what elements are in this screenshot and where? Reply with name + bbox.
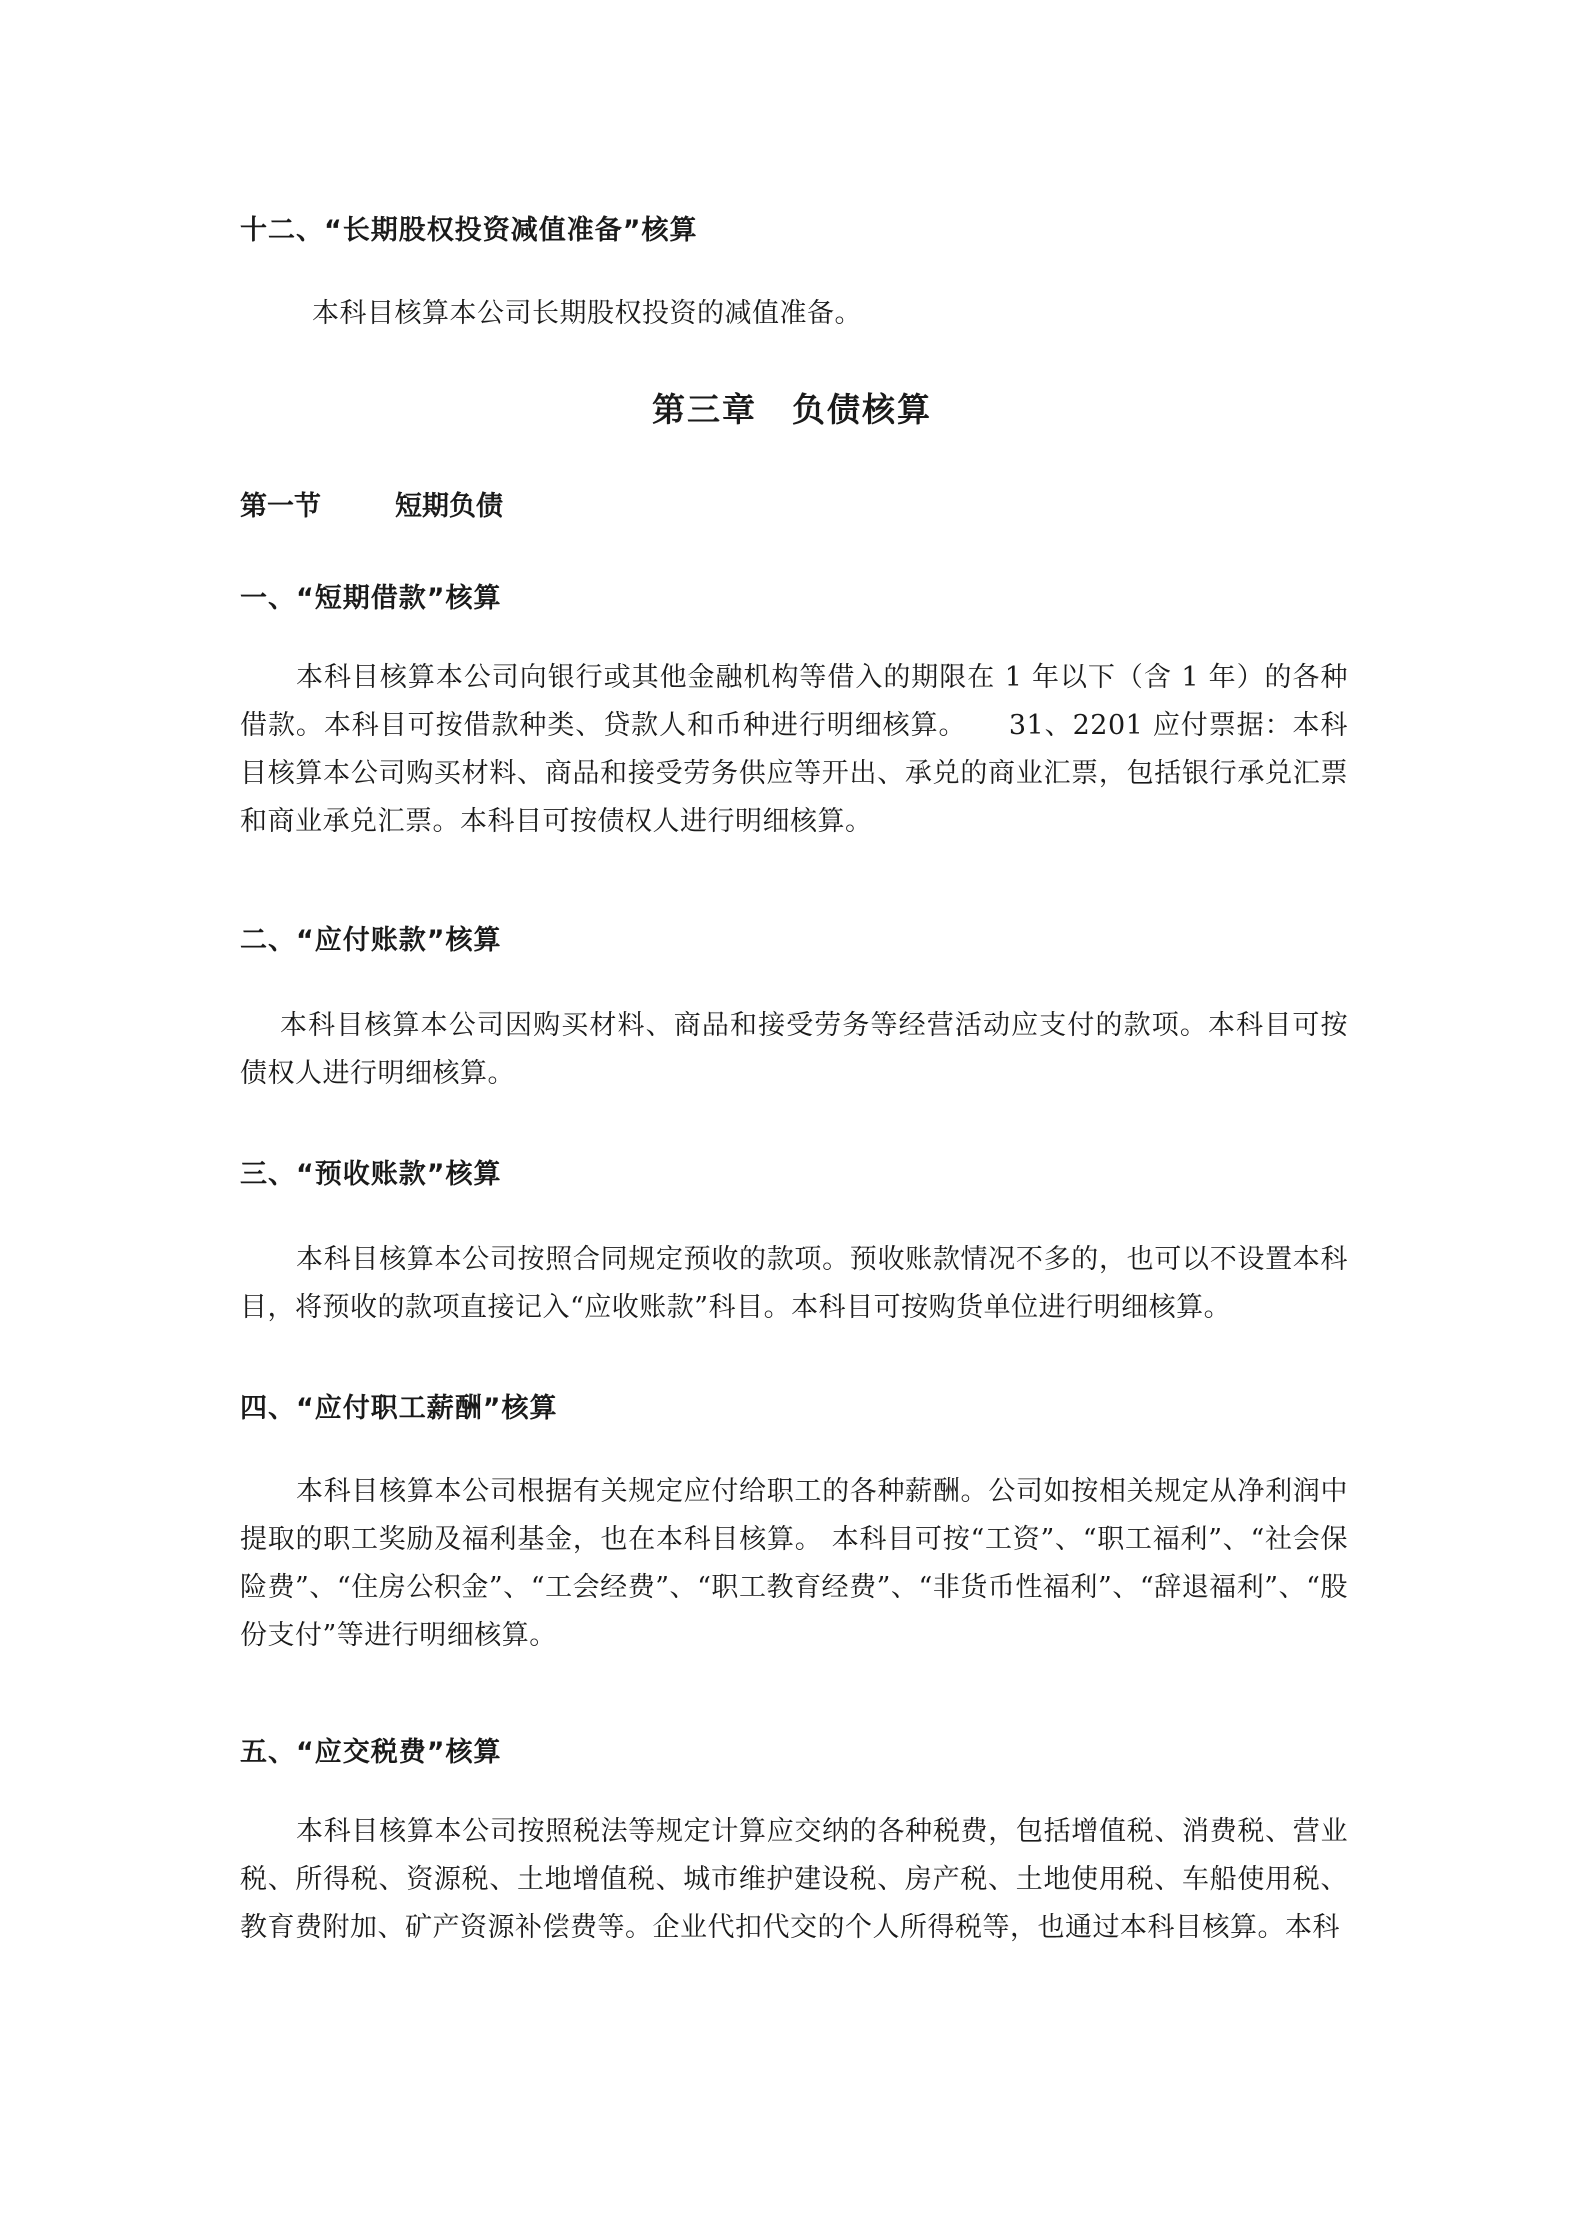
heading-employee-compensation: 四、“应付职工薪酬”核算 — [240, 1393, 558, 1424]
paragraph-advance-receipts: 本科目核算本公司按照合同规定预收的款项。预收账款情况不多的，也可以不设置本科目，将预收的款项直接记入“应收账款”科目。本科目可按购货单位进行明细核算。 — [240, 1244, 1348, 1323]
paragraph-short-term-loans: 本科目核算本公司向银行或其他金融机构等借入的期限在 1 年以下（含 1 年）的各种借款。本科目可按借款种类、贷款人和币种进行明细核算。 31、2201 应付票据：本科目核算本公司购买材料、商品和接受劳务供应等开出、承兑的商业汇票，包括银行承兑汇票和商业承兑汇票。本科目可按债权人进行明细核算。 — [240, 662, 1348, 837]
heading-advance-receipts: 三、“预收账款”核算 — [240, 1159, 502, 1190]
paragraph-taxes-payable: 本科目核算本公司按照税法等规定计算应交纳的各种税费，包括增值税、消费税、营业税、所得税、资源税、土地增值税、城市维护建设税、房产税、土地使用税、车船使用税、教育费附加、矿产资源补偿费等。企业代扣代交的个人所得税等，也通过本科目核算。本科 — [240, 1816, 1348, 1943]
paragraph-long-term-equity-impairment: 本科目核算本公司长期股权投资的减值准备。 — [312, 298, 862, 329]
heading-taxes-payable: 五、“应交税费”核算 — [240, 1737, 502, 1768]
paragraph-accounts-payable: 本科目核算本公司因购买材料、商品和接受劳务等经营活动应支付的款项。本科目可按债权人进行明细核算。 — [240, 1010, 1348, 1089]
chapter-title: 第三章 负债核算 — [652, 390, 932, 429]
heading-long-term-equity-impairment: 十二、“长期股权投资减值准备”核算 — [240, 215, 698, 246]
section-heading — [240, 484, 503, 523]
paragraph-employee-compensation: 本科目核算本公司根据有关规定应付给职工的各种薪酬。公司如按相关规定从净利润中提取的职工奖励及福利基金，也在本科目核算。 本科目可按“工资”、“职工福利”、“社会保险费”、“住房公积金”、“工会经费”、“职工教育经费”、“非货币性福利”、“辞退福利”、“股份支付”等进行明细核算。 — [240, 1476, 1348, 1651]
section-title: 短期负债 — [395, 491, 503, 522]
section-number: 第一节 — [240, 491, 321, 522]
heading-accounts-payable: 二、“应付账款”核算 — [240, 925, 502, 956]
heading-short-term-loans: 一、“短期借款”核算 — [240, 583, 502, 614]
